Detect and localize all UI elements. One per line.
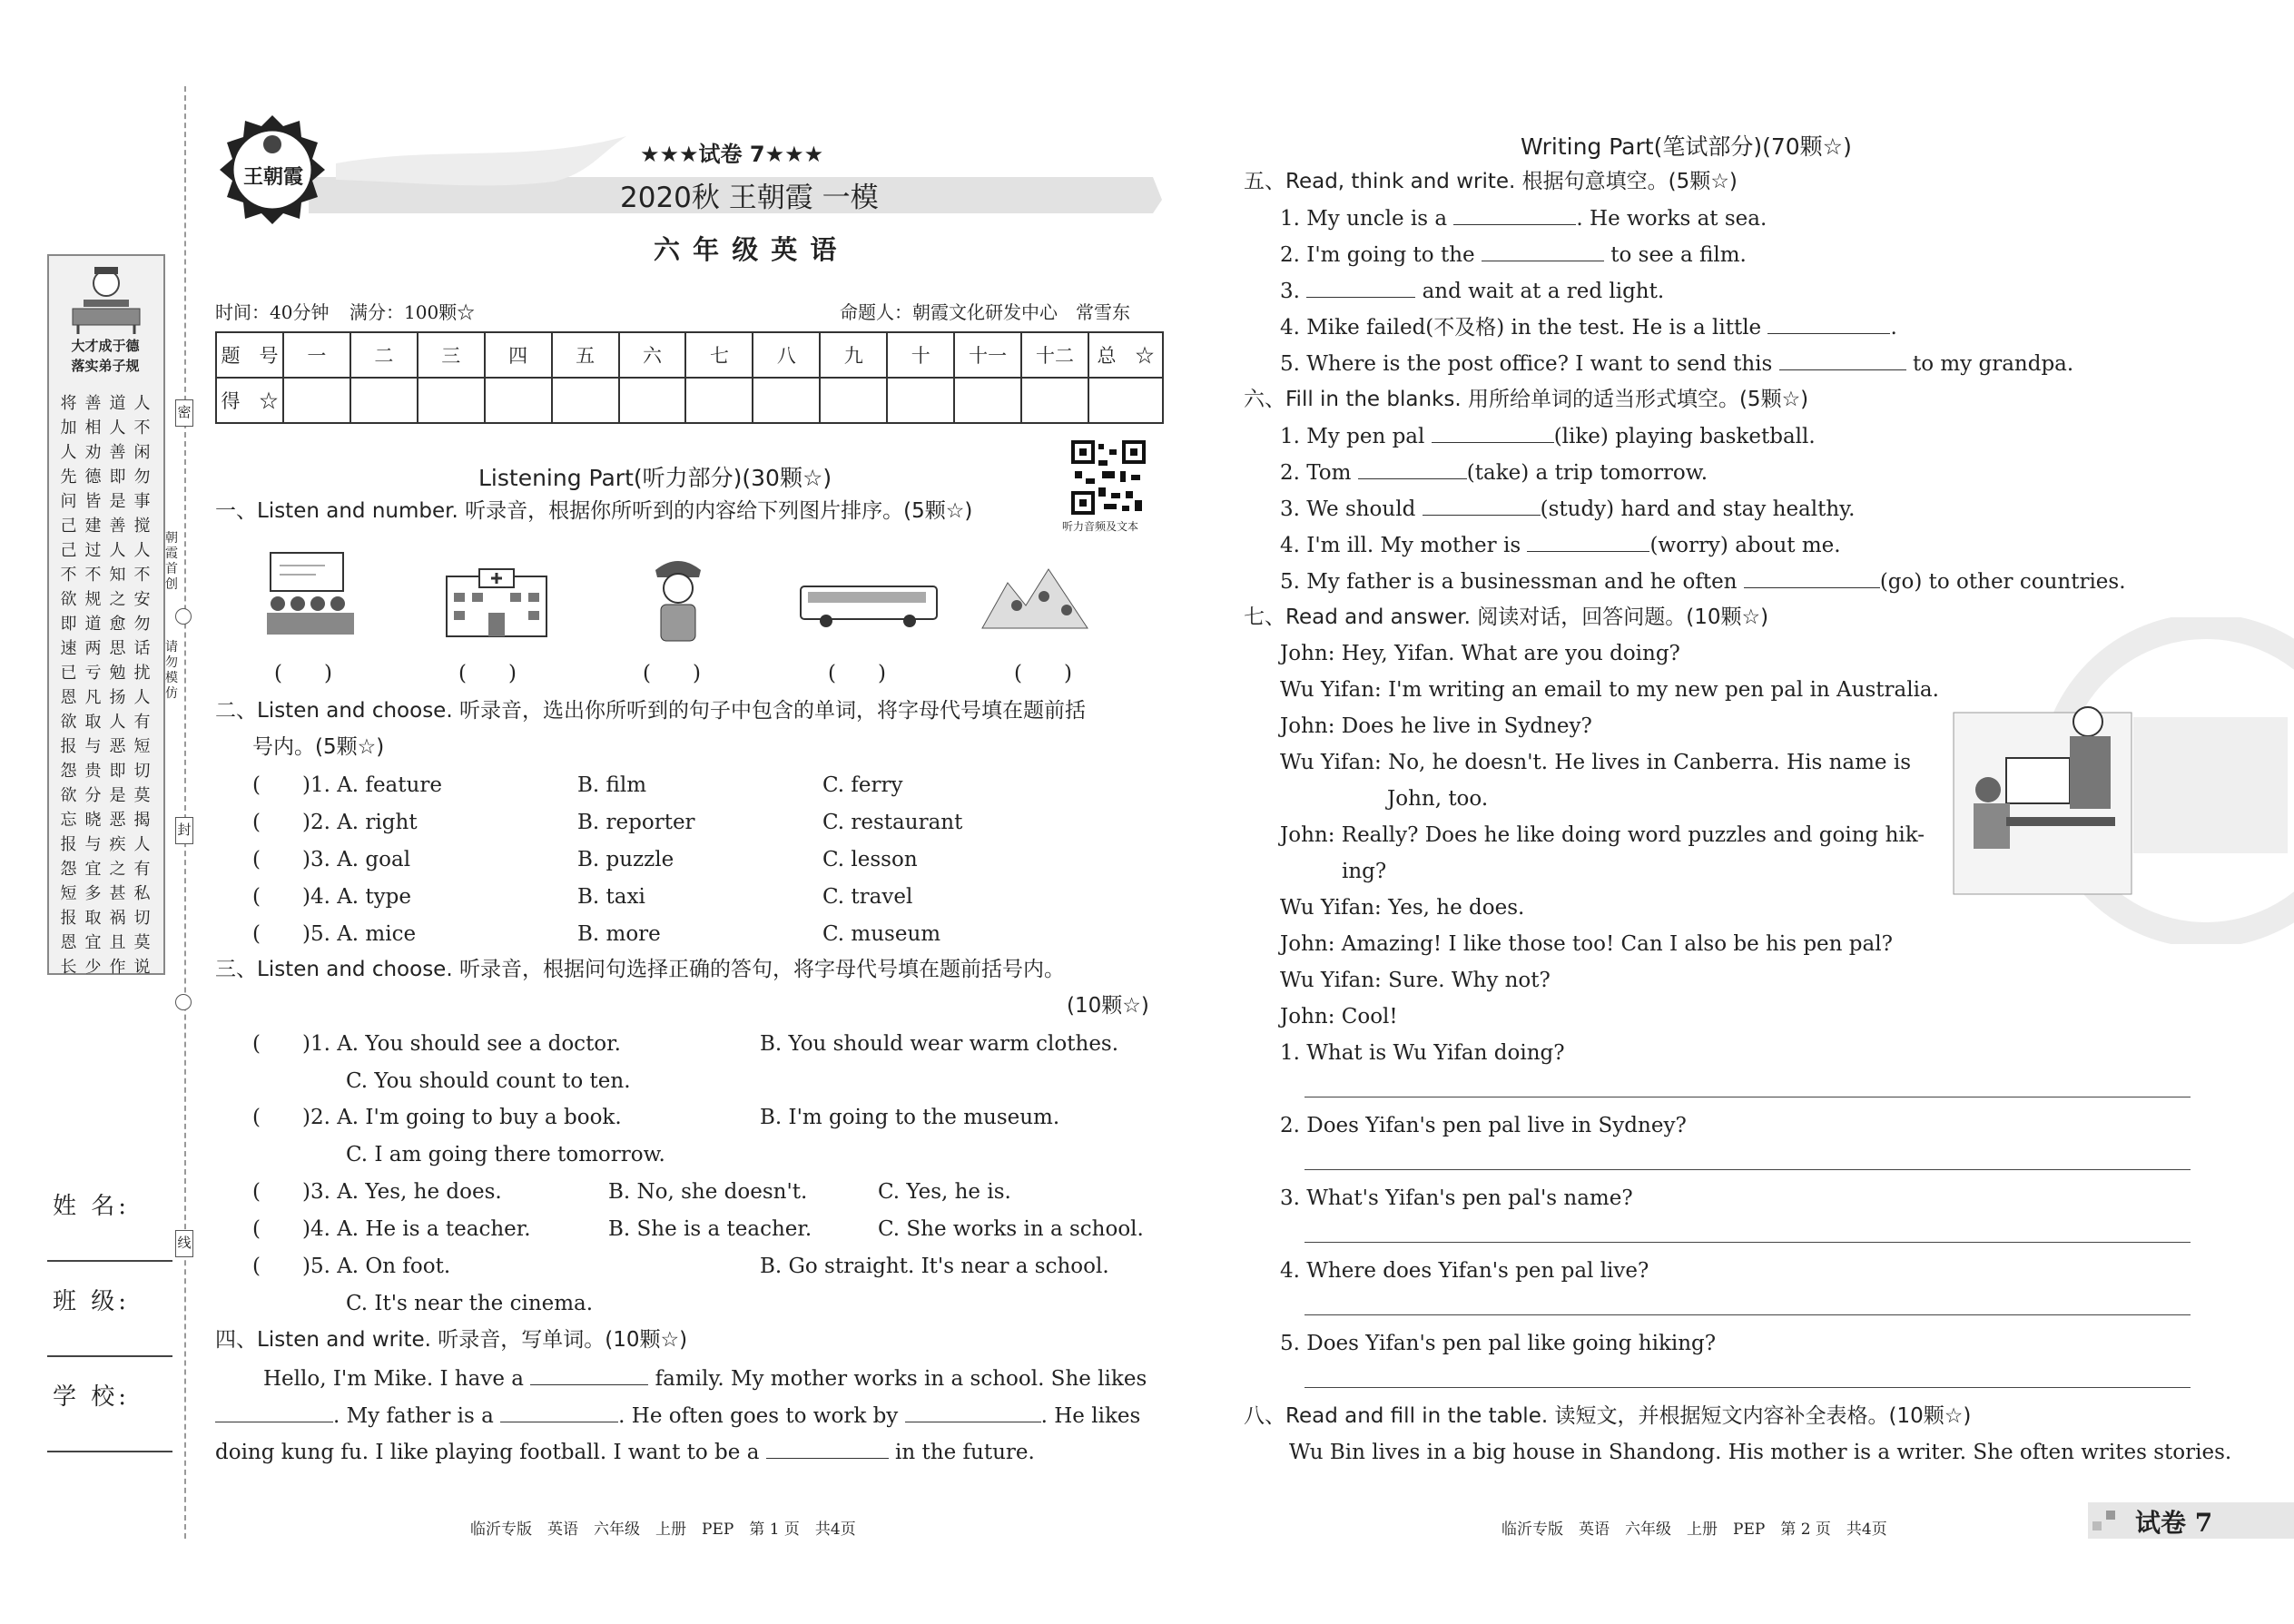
motto-char: 将 xyxy=(60,394,77,413)
motto-char: 祸 xyxy=(109,909,126,928)
s7-question-3: 3. What's Yifan's pen pal's name? xyxy=(1280,1186,1633,1210)
motto-char: 人 xyxy=(133,394,151,413)
motto-char: 多 xyxy=(84,884,102,903)
section-5-title: 五、Read, think and write. 根据句意填空。(5颗☆) xyxy=(1244,170,1738,193)
motto-char: 有 xyxy=(133,860,151,879)
motto-char: 两 xyxy=(84,639,102,658)
motto-char: 恶 xyxy=(109,811,126,830)
motto-char: 善 xyxy=(109,517,126,536)
binding-hole-2 xyxy=(175,994,192,1010)
s1-bracket-5[interactable]: ( ) xyxy=(1014,662,1072,685)
s4-blank-5[interactable] xyxy=(766,1438,889,1459)
s7-question-2: 2. Does Yifan's pen pal live in Sydney? xyxy=(1280,1114,1687,1137)
section-6-title: 六、Fill in the blanks. 用所给单词的适当形式填空。(5颗☆) xyxy=(1244,388,1809,411)
motto-char: 长 xyxy=(60,958,77,977)
score-header-cell: 五 xyxy=(552,332,619,378)
score-entry-cell[interactable] xyxy=(820,378,887,423)
motto-char: 不 xyxy=(133,566,151,585)
section-4-title: 四、Listen and write. 听录音，写单词。(10颗☆) xyxy=(215,1328,688,1352)
motto-char: 之 xyxy=(109,590,126,609)
motto-char: 善 xyxy=(109,443,126,462)
motto-char: 过 xyxy=(84,541,102,560)
picture-bus xyxy=(799,583,940,630)
section-3-score: (10颗☆) xyxy=(1067,994,1149,1018)
score-header-cell: 三 xyxy=(418,332,485,378)
school-label: 学 校: xyxy=(53,1383,131,1411)
s1-bracket-1[interactable]: ( ) xyxy=(274,662,332,685)
motto-char: 贵 xyxy=(84,762,102,781)
s2-item-option-c: C. lesson xyxy=(822,848,918,871)
score-header-cell: 一 xyxy=(283,332,350,378)
s7-answer-line-2[interactable] xyxy=(1305,1169,2191,1170)
exam-time: 时间：40分钟 xyxy=(215,301,330,323)
motto-char: 闲 xyxy=(133,443,151,462)
dialogue-line-5: John: Really? Does he like doing word puzzles and going hik- xyxy=(1280,823,1925,847)
score-entry-cell[interactable] xyxy=(350,378,418,423)
dialogue-line-3: John: Does he live in Sydney? xyxy=(1280,714,1592,738)
s6-q2: 2. Tom (take) a trip tomorrow. xyxy=(1280,458,1708,487)
s2-item-option-c: C. travel xyxy=(822,885,913,909)
motto-char: 不 xyxy=(84,566,102,585)
motto-char: 取 xyxy=(84,909,102,928)
score-header-label: 题 号 xyxy=(216,332,283,378)
binding-dashed-line xyxy=(184,86,186,1539)
motto-char: 人 xyxy=(60,443,77,462)
binding-hole-1 xyxy=(175,608,192,625)
score-entry-cell[interactable] xyxy=(1021,378,1088,423)
motto-char: 与 xyxy=(84,835,102,854)
dialogue-line-1: John: Hey, Yifan. What are you doing? xyxy=(1280,642,1680,665)
s2-item-option-a: ( )5. A. mice xyxy=(252,922,417,946)
s7-question-4: 4. Where does Yifan's pen pal live? xyxy=(1280,1259,1649,1283)
page-tab-label: 试卷 7 xyxy=(2135,1508,2213,1538)
motto-char: 报 xyxy=(60,835,77,854)
s3-q3-b: B. No, she doesn't. xyxy=(608,1180,808,1204)
score-header-cell: 九 xyxy=(820,332,887,378)
dialogue-illustration xyxy=(1952,704,2133,899)
picture-police xyxy=(646,552,710,645)
s6-blank-1[interactable] xyxy=(1432,422,1554,443)
motto-char: 是 xyxy=(109,786,126,805)
score-table xyxy=(215,331,1164,424)
motto-char: 分 xyxy=(84,786,102,805)
motto-char: 人 xyxy=(133,835,151,854)
motto-char: 宜 xyxy=(84,860,102,879)
motto-grid xyxy=(56,392,156,979)
motto-char: 皆 xyxy=(84,492,102,511)
s2-item-option-a: ( )1. A. feature xyxy=(252,773,442,797)
qr-code[interactable] xyxy=(1071,440,1146,515)
page-tab-mark xyxy=(2092,1521,2102,1530)
motto-char: 恩 xyxy=(60,933,77,952)
score-entry-cell[interactable] xyxy=(552,378,619,423)
s2-item-option-a: ( )4. A. type xyxy=(252,885,412,909)
section-3-title: 三、Listen and choose. 听录音，根据问句选择正确的答句，将字母代号填在题前括号内。 xyxy=(215,958,1065,981)
s4-line-1 xyxy=(263,1364,1147,1393)
s5-q3: 3. and wait at a red light. xyxy=(1280,277,1664,305)
motto-char: 取 xyxy=(84,713,102,732)
motto-char: 甚 xyxy=(109,884,126,903)
writing-title: Writing Part(笔试部分)(70颗☆) xyxy=(1521,133,1852,160)
dialogue-line-2: Wu Yifan: I'm writing an email to my new pen pal in Australia. xyxy=(1280,678,1939,702)
s3-q3-c: C. Yes, he is. xyxy=(878,1180,1011,1204)
score-entry-cell[interactable] xyxy=(954,378,1021,423)
motto-char: 晓 xyxy=(84,811,102,830)
seal-feng: 封 xyxy=(175,817,193,844)
s2-item-option-c: C. museum xyxy=(822,922,941,946)
motto-char: 有 xyxy=(133,713,151,732)
motto-char: 凡 xyxy=(84,688,102,707)
s6-q4: 4. I'm ill. My mother is (worry) about me. xyxy=(1280,531,1841,559)
motto-char: 疾 xyxy=(109,835,126,854)
s7-answer-line-4[interactable] xyxy=(1305,1314,2191,1315)
score-entry-row xyxy=(216,378,1163,423)
s5-q1: 1. My uncle is a . He works at sea. xyxy=(1280,204,1767,232)
s2-item-option-c: C. ferry xyxy=(822,773,903,797)
logo-text: 王朝霞 xyxy=(242,165,303,189)
dialogue-line-5-cont: ing? xyxy=(1342,860,1387,883)
s6-blank-4[interactable] xyxy=(1527,531,1649,552)
motto-char: 先 xyxy=(60,468,77,487)
motto-char: 恩 xyxy=(60,688,77,707)
qr-caption: 听力音频及文本 xyxy=(1062,520,1139,533)
picture-classroom xyxy=(261,549,361,640)
s2-item-option-b: B. reporter xyxy=(577,811,695,834)
s8-passage-line-1: Wu Bin lives in a big house in Shandong. His mother is a writer. She often writes stories. xyxy=(1289,1441,2232,1464)
motto-char: 事 xyxy=(133,492,151,511)
s4-line-3 xyxy=(215,1438,1035,1466)
motto-char: 勉 xyxy=(109,664,126,683)
s5-q5: 5. Where is the post office? I want to send this to my grandpa. xyxy=(1280,349,2073,378)
vertical-note-1: 朝霞首创 xyxy=(165,531,178,592)
s5-q4: 4. Mike failed(不及格) in the test. He is a little . xyxy=(1280,313,1897,341)
s2-item-option-b: B. taxi xyxy=(577,885,645,909)
motto-char: 欲 xyxy=(60,590,77,609)
motto-char: 人 xyxy=(109,713,126,732)
footer-left: 临沂专版 英语 六年级 上册 PEP 第 1 页 共4页 xyxy=(470,1521,856,1539)
s6-q5: 5. My father is a businessman and he often (go) to other countries. xyxy=(1280,567,2126,595)
score-entry-cell[interactable] xyxy=(418,378,485,423)
motto-char: 话 xyxy=(133,639,151,658)
s3-q3-a: ( )3. A. Yes, he does. xyxy=(252,1180,502,1204)
motto-char: 已 xyxy=(60,664,77,683)
motto-char: 作 xyxy=(109,958,126,977)
s3-q2-a: ( )2. A. I'm going to buy a book. xyxy=(252,1106,622,1129)
s5-q2: 2. I'm going to the to see a film. xyxy=(1280,241,1747,269)
s7-question-1: 1. What is Wu Yifan doing? xyxy=(1280,1041,1565,1065)
s2-item-option-b: B. film xyxy=(577,773,647,797)
section-2-title-cont: 号内。(5颗☆) xyxy=(252,735,385,759)
s3-q1-a: ( )1. A. You should see a doctor. xyxy=(252,1032,621,1056)
s4-line-2 xyxy=(215,1402,1140,1430)
picture-hospital xyxy=(443,567,550,640)
s4-text: family. My mother works in a school. She likes xyxy=(655,1367,1147,1391)
s3-q5-b: B. Go straight. It's near a school. xyxy=(760,1255,1109,1278)
s5-blank-2[interactable] xyxy=(1482,241,1604,261)
s4-text: . My father is a xyxy=(333,1404,494,1428)
motto-char: 亏 xyxy=(84,664,102,683)
footer-right: 临沂专版 英语 六年级 上册 PEP 第 2 页 共4页 xyxy=(1501,1521,1887,1539)
motto-char: 思 xyxy=(109,639,126,658)
motto-char: 人 xyxy=(109,541,126,560)
motto-char: 人 xyxy=(133,688,151,707)
motto-char: 即 xyxy=(109,762,126,781)
motto-char: 报 xyxy=(60,737,77,756)
score-entry-label: 得 ☆ xyxy=(216,378,283,423)
score-header-cell: 八 xyxy=(753,332,820,378)
motto-char: 建 xyxy=(84,517,102,536)
motto-char: 速 xyxy=(60,639,77,658)
motto-char: 少 xyxy=(84,958,102,977)
motto-char: 莫 xyxy=(133,786,151,805)
motto-char: 短 xyxy=(60,884,77,903)
s4-text: . He often goes to work by xyxy=(618,1404,899,1428)
s1-bracket-4[interactable]: ( ) xyxy=(828,662,886,685)
motto-char: 规 xyxy=(84,590,102,609)
score-entry-cell[interactable] xyxy=(685,378,753,423)
motto-char: 道 xyxy=(84,615,102,634)
motto-char: 不 xyxy=(133,418,151,438)
s4-text: . He likes xyxy=(1040,1404,1141,1428)
motto-char: 怨 xyxy=(60,762,77,781)
motto-char: 相 xyxy=(84,418,102,438)
s6-q3: 3. We should (study) hard and stay healthy. xyxy=(1280,495,1855,523)
motto-char: 欲 xyxy=(60,786,77,805)
score-entry-cell[interactable] xyxy=(887,378,954,423)
exam-subtitle: 六 年 级 英 语 xyxy=(654,234,839,265)
s7-question-5: 5. Does Yifan's pen pal like going hiking? xyxy=(1280,1332,1717,1355)
motto-char: 愈 xyxy=(109,615,126,634)
dialogue-line-9: John: Cool! xyxy=(1280,1005,1398,1029)
motto-char: 不 xyxy=(60,566,77,585)
motto-char: 之 xyxy=(109,860,126,879)
dialogue-line-6: Wu Yifan: Yes, he does. xyxy=(1280,896,1525,920)
score-entry-cell[interactable] xyxy=(753,378,820,423)
score-header-cell: 十 xyxy=(887,332,954,378)
s3-q4-b: B. She is a teacher. xyxy=(608,1217,812,1241)
motto-char: 怨 xyxy=(60,860,77,879)
motto-char: 勿 xyxy=(133,615,151,634)
motto-char: 知 xyxy=(109,566,126,585)
name-label: 姓 名: xyxy=(53,1193,131,1220)
seal-mi: 密 xyxy=(175,399,193,427)
motto-char: 私 xyxy=(133,884,151,903)
score-header-cell: 六 xyxy=(619,332,686,378)
motto-char: 人 xyxy=(133,541,151,560)
motto-char: 道 xyxy=(109,394,126,413)
s7-answer-line-3[interactable] xyxy=(1305,1242,2191,1243)
s5-blank-3[interactable] xyxy=(1306,277,1415,298)
s2-item-option-b: B. more xyxy=(577,922,661,946)
motto-char: 短 xyxy=(133,737,151,756)
s6-q1: 1. My pen pal (like) playing basketball. xyxy=(1280,422,1816,450)
exam-ribbon: ★★★试卷 7★★★ xyxy=(640,142,824,167)
s3-q4-c: C. She works in a school. xyxy=(878,1217,1144,1241)
exam-full-marks: 满分：100颗☆ xyxy=(350,301,476,323)
dialogue-line-4: Wu Yifan: No, he doesn't. He lives in Canberra. His name is xyxy=(1280,751,1911,774)
s2-item-option-a: ( )2. A. right xyxy=(252,811,418,834)
section-7-title: 七、Read and answer. 阅读对话，回答问题。(10颗☆) xyxy=(1244,605,1769,629)
class-field[interactable] xyxy=(47,1355,172,1357)
s1-bracket-3[interactable]: ( ) xyxy=(643,662,701,685)
motto-char: 己 xyxy=(60,541,77,560)
s1-bracket-2[interactable]: ( ) xyxy=(458,662,517,685)
school-field[interactable] xyxy=(47,1451,172,1452)
motto-char: 欲 xyxy=(60,713,77,732)
dialogue-line-4-cont: John, too. xyxy=(1387,787,1489,811)
s2-item-option-a: ( )3. A. goal xyxy=(252,848,411,871)
motto-char: 揭 xyxy=(133,811,151,830)
motto-char: 扬 xyxy=(109,688,126,707)
exam-title: 2020秋 王朝霞 一模 xyxy=(620,182,879,214)
motto-char: 莫 xyxy=(133,933,151,952)
s3-q5-a: ( )5. A. On foot. xyxy=(252,1255,451,1278)
score-header-cell: 十二 xyxy=(1021,332,1088,378)
dialogue-line-7: John: Amazing! I like those too! Can I also be his pen pal? xyxy=(1280,932,1893,956)
page-tab-mark xyxy=(2106,1511,2115,1520)
motto-char: 劝 xyxy=(84,443,102,462)
s3-q4-a: ( )4. A. He is a teacher. xyxy=(252,1217,531,1241)
s3-q1-b: B. You should wear warm clothes. xyxy=(760,1032,1119,1056)
motto-char: 善 xyxy=(84,394,102,413)
motto-char: 说 xyxy=(133,958,151,977)
exam-author: 命题人：朝霞文化研发中心 常雪东 xyxy=(840,301,1130,323)
motto-char: 加 xyxy=(60,418,77,438)
motto-title: 大才成于德 落实弟子规 xyxy=(71,338,140,374)
score-header-row xyxy=(216,332,1163,378)
score-entry-cell[interactable] xyxy=(485,378,552,423)
score-entry-cell[interactable] xyxy=(1088,378,1163,423)
s4-text: in the future. xyxy=(895,1441,1035,1464)
scholar-illustration xyxy=(65,263,147,336)
motto-char: 切 xyxy=(133,762,151,781)
motto-char: 德 xyxy=(84,468,102,487)
class-label: 班 级: xyxy=(53,1288,131,1315)
score-header-cell: 总 ☆ xyxy=(1088,332,1163,378)
motto-char: 忘 xyxy=(60,811,77,830)
motto-char: 己 xyxy=(60,517,77,536)
motto-char: 恶 xyxy=(109,737,126,756)
s7-answer-line-5[interactable] xyxy=(1305,1387,2191,1388)
score-header-cell: 二 xyxy=(350,332,418,378)
motto-char: 搅 xyxy=(133,517,151,536)
dialogue-line-8: Wu Yifan: Sure. Why not? xyxy=(1280,969,1551,992)
s5-blank-5[interactable] xyxy=(1779,349,1906,370)
s5-blank-1[interactable] xyxy=(1453,204,1576,225)
picture-hiking xyxy=(980,556,1089,639)
motto-char: 报 xyxy=(60,909,77,928)
motto-char: 即 xyxy=(60,615,77,634)
section-8-title: 八、Read and fill in the table. 读短文，并根据短文内容补全表格。(10颗☆) xyxy=(1244,1404,1972,1428)
motto-char: 扰 xyxy=(133,664,151,683)
score-header-cell: 四 xyxy=(485,332,552,378)
s2-item-option-c: C. restaurant xyxy=(822,811,963,834)
s5-blank-4[interactable] xyxy=(1767,313,1890,334)
motto-char: 勿 xyxy=(133,468,151,487)
motto-char: 安 xyxy=(133,590,151,609)
motto-char: 是 xyxy=(109,492,126,511)
score-header-cell: 十一 xyxy=(954,332,1021,378)
motto-char: 宜 xyxy=(84,933,102,952)
motto-char: 人 xyxy=(109,418,126,438)
s6-blank-5[interactable] xyxy=(1744,567,1880,588)
motto-char: 且 xyxy=(109,933,126,952)
vertical-note-2: 请勿模仿 xyxy=(165,640,178,701)
s4-blank-2[interactable] xyxy=(215,1402,333,1422)
score-entry-cell[interactable] xyxy=(619,378,686,423)
s4-text: Hello, I'm Mike. I have a xyxy=(263,1367,525,1391)
section-1-title: 一、Listen and number. 听录音，根据你所听到的内容给下列图片排序。(5颗☆) xyxy=(215,499,973,523)
motto-char: 与 xyxy=(84,737,102,756)
section-2-title: 二、Listen and choose. 听录音，选出你所听到的句子中包含的单词，将字母代号填在题前括 xyxy=(215,699,1086,723)
s3-q2-b: B. I'm going to the museum. xyxy=(760,1106,1060,1129)
s6-blank-3[interactable] xyxy=(1423,495,1541,516)
s4-blank-1[interactable] xyxy=(530,1364,648,1385)
name-field[interactable] xyxy=(47,1260,172,1262)
score-entry-cell[interactable] xyxy=(283,378,350,423)
listening-title: Listening Part(听力部分)(30颗☆) xyxy=(478,465,832,491)
s4-text: doing kung fu. I like playing football. I want to be a xyxy=(215,1441,760,1464)
s3-q2-c: C. I am going there tomorrow. xyxy=(346,1143,665,1166)
motto-char: 切 xyxy=(133,909,151,928)
seal-xian: 线 xyxy=(175,1230,193,1257)
s2-item-option-b: B. puzzle xyxy=(577,848,674,871)
s3-q1-c: C. You should count to ten. xyxy=(346,1069,631,1093)
s3-q5-c: C. It's near the cinema. xyxy=(346,1292,594,1315)
motto-char: 即 xyxy=(109,468,126,487)
motto-char: 问 xyxy=(60,492,77,511)
s4-blank-3[interactable] xyxy=(500,1402,618,1422)
s4-blank-4[interactable] xyxy=(905,1402,1041,1422)
s6-blank-2[interactable] xyxy=(1358,458,1467,479)
score-header-cell: 七 xyxy=(685,332,753,378)
